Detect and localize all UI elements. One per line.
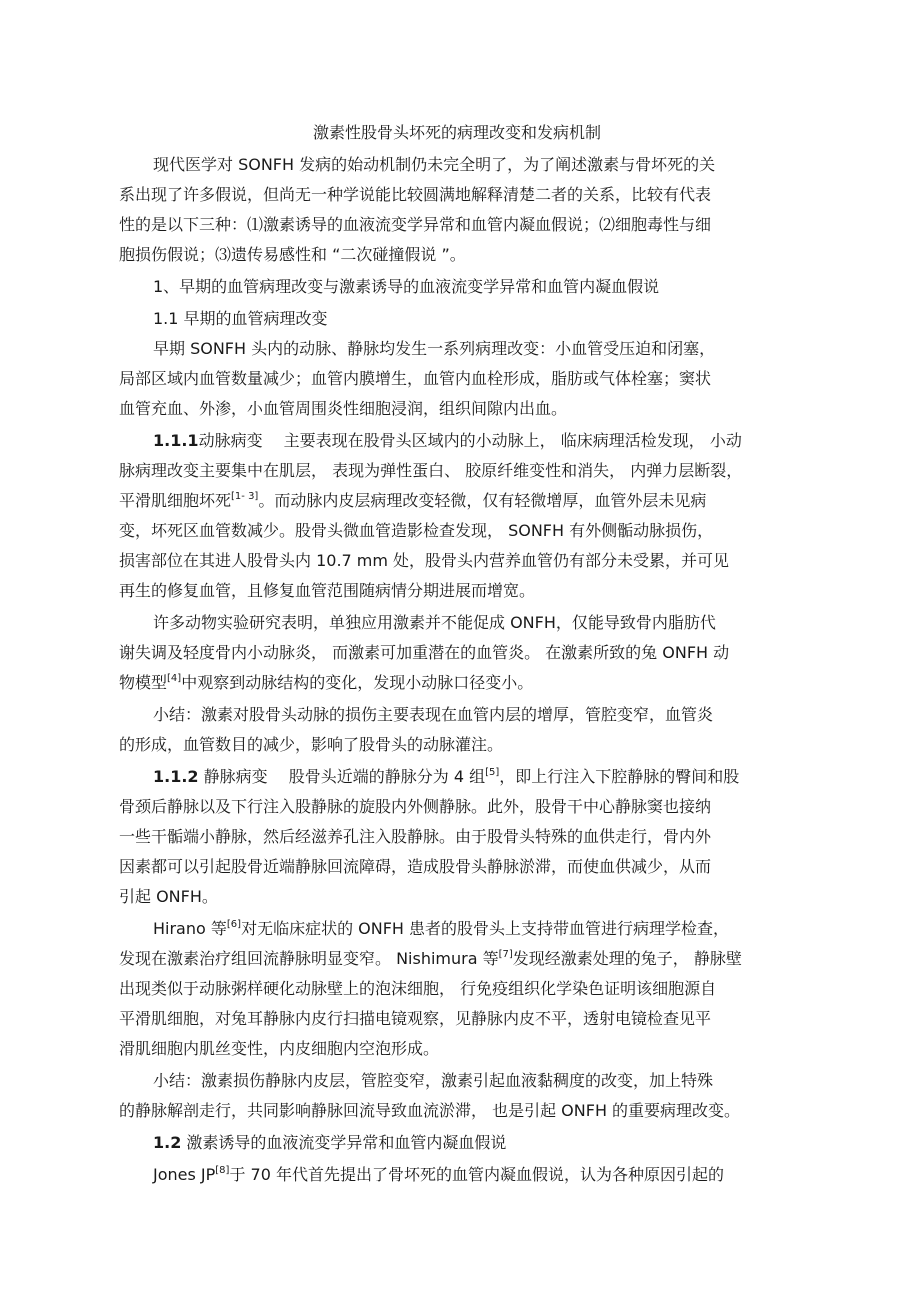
- line-text: 动脉病变 主要表现在股骨头区域内的小动脉上， 临床病理活检发现， 小动: [198, 431, 742, 450]
- document-title: 激素性股骨头坏死的病理改变和发病机制: [313, 123, 602, 142]
- paragraph-line: 变，坏死区血管数减少。股骨头微血管造影检查发现， SONFH 有外侧骺动脉损伤，: [119, 521, 714, 540]
- paragraph-line: 因素都可以引起股骨近端静脉回流障碍，造成股骨头静脉淤滞，而使血供减少，从而: [119, 857, 712, 876]
- paragraph-line: [119, 673, 533, 696]
- line-text: 发现经激素处理的兔子， 静脉壁: [512, 949, 742, 968]
- paragraph-line: 现代医学对 SONFH 发病的始动机制仍未完全明了，为了阐述激素与骨坏死的关: [153, 155, 716, 174]
- paragraph-line: 骨颈后静脉以及下行注入股静脉的旋股内外侧静脉。此外，股骨干中心静脉窦也接纳: [119, 797, 712, 816]
- section-heading: 1、早期的血管病理改变与激素诱导的血液流变学异常和血管内凝血假说: [153, 277, 660, 296]
- paragraph-line: [153, 1165, 724, 1188]
- line-text: Hirano 等: [153, 919, 227, 938]
- paragraph-line: 系出现了许多假说，但尚无一种学说能比较圆满地解释清楚二者的关系，比较有代表: [119, 185, 712, 204]
- citation-superscript: [1- 3]: [231, 491, 259, 502]
- paragraph-line: 许多动物实验研究表明，单独应用激素并不能促成 ONFH，仅能导致骨内脂肪代: [153, 613, 716, 632]
- line-text: Jones JP: [153, 1165, 216, 1184]
- paragraph-line: 滑肌细胞内肌丝变性，内皮细胞内空泡形成。: [119, 1039, 440, 1058]
- paragraph-line: 出现类似于动脉粥样硬化动脉壁上的泡沫细胞， 行免疫组织化学染色证明该细胞源自: [119, 979, 717, 998]
- paragraph-line: [153, 767, 739, 790]
- paragraph-line: 脉病理改变主要集中在肌层， 表现为弹性蛋白、 胶原纤维变性和消失， 内弹力层断裂，: [119, 461, 743, 480]
- subsection-number: 1.1.2: [153, 767, 199, 786]
- paragraph-line: 胞损伤假说；⑶遗传易感性和 “二次碰撞假说 ”。: [119, 245, 466, 264]
- paragraph-line: [119, 491, 706, 514]
- paragraph-line: 小结：激素对股骨头动脉的损伤主要表现在血管内层的增厚，管腔变窄，血管炎: [153, 705, 714, 724]
- line-text: 发现在激素治疗组回流静脉明显变窄。 Nishimura 等: [119, 949, 499, 968]
- line-text: 中观察到动脉结构的变化，发现小动脉口径变小。: [181, 673, 534, 692]
- paragraph-line: 引起 ONFH。: [119, 887, 218, 906]
- paragraph-line: 性的是以下三种：⑴激素诱导的血液流变学异常和血管内凝血假说；⑵细胞毒性与细: [119, 215, 712, 234]
- line-text: ，即上行注入下腔静脉的臀间和股: [499, 767, 740, 786]
- line-text: 对无临床症状的 ONFH 患者的股骨头上支持带血管进行病理学检查，: [241, 919, 730, 938]
- paragraph-line: 小结：激素损伤静脉内皮层，管腔变窄，激素引起血液黏稠度的改变，加上特殊: [153, 1071, 714, 1090]
- subsection-heading: [153, 1133, 506, 1153]
- paragraph-line: [153, 431, 742, 451]
- line-text: 于 70 年代首先提出了骨坏死的血管内凝血假说，认为各种原因引起的: [229, 1165, 724, 1184]
- paragraph-line: 早期 SONFH 头内的动脉、静脉均发生一系列病理改变：小血管受压迫和闭塞，: [153, 339, 716, 358]
- paragraph-line: [153, 919, 729, 942]
- citation-superscript: [8]: [215, 1165, 230, 1176]
- line-text: 。而动脉内皮层病理改变轻微，仅有轻微增厚，血管外层未见病: [258, 491, 707, 510]
- paragraph-line: 血管充血、外渗，小血管周围炎性细胞浸润，组织间隙内出血。: [119, 399, 568, 418]
- paragraph-line: 局部区域内血管数量减少；血管内膜增生，血管内血栓形成，脂肪或气体栓塞；窦状: [119, 369, 712, 388]
- citation-superscript: [6]: [226, 919, 242, 930]
- subsection-number: 1.1.1: [153, 431, 199, 450]
- paragraph-line: 谢失调及轻度骨内小动脉炎， 而激素可加重潜在的血管炎。 在激素所致的兔 ONFH 动: [119, 643, 730, 662]
- citation-superscript: [7]: [498, 949, 513, 960]
- citation-superscript: [5]: [485, 767, 500, 778]
- paragraph-line: 的静脉解剖走行，共同影响静脉回流导致血流淤滞， 也是引起 ONFH 的重要病理改变。: [119, 1101, 741, 1120]
- citation-superscript: [4]: [167, 673, 182, 684]
- line-text: 静脉病变 股骨头近端的静脉分为 4 组: [198, 767, 486, 786]
- paragraph-line: 的形成，血管数目的减少，影响了股骨头的动脉灌注。: [119, 735, 504, 754]
- line-text: 物模型: [119, 673, 168, 692]
- subsection-number: 1.2: [153, 1133, 182, 1152]
- paragraph-line: 再生的修复血管，且修复血管范围随病情分期进展而增宽。: [119, 581, 536, 600]
- line-text: 平滑肌细胞坏死: [119, 491, 232, 510]
- paragraph-line: 一些干骺端小静脉，然后经滋养孔注入股静脉。由于股骨头特殊的血供走行，骨内外: [119, 827, 712, 846]
- line-text: 激素诱导的血液流变学异常和血管内凝血假说: [181, 1133, 507, 1152]
- subsection-heading: 1.1 早期的血管病理改变: [153, 309, 328, 328]
- paragraph-line: [119, 949, 742, 972]
- paragraph-line: 平滑肌细胞，对兔耳静脉内皮行扫描电镜观察，见静脉内皮不平，透射电镜检查见平: [119, 1009, 712, 1028]
- paragraph-line: 损害部位在其进人股骨头内 10.7 mm 处，股骨头内营养血管仍有部分未受累，并可见: [119, 551, 730, 570]
